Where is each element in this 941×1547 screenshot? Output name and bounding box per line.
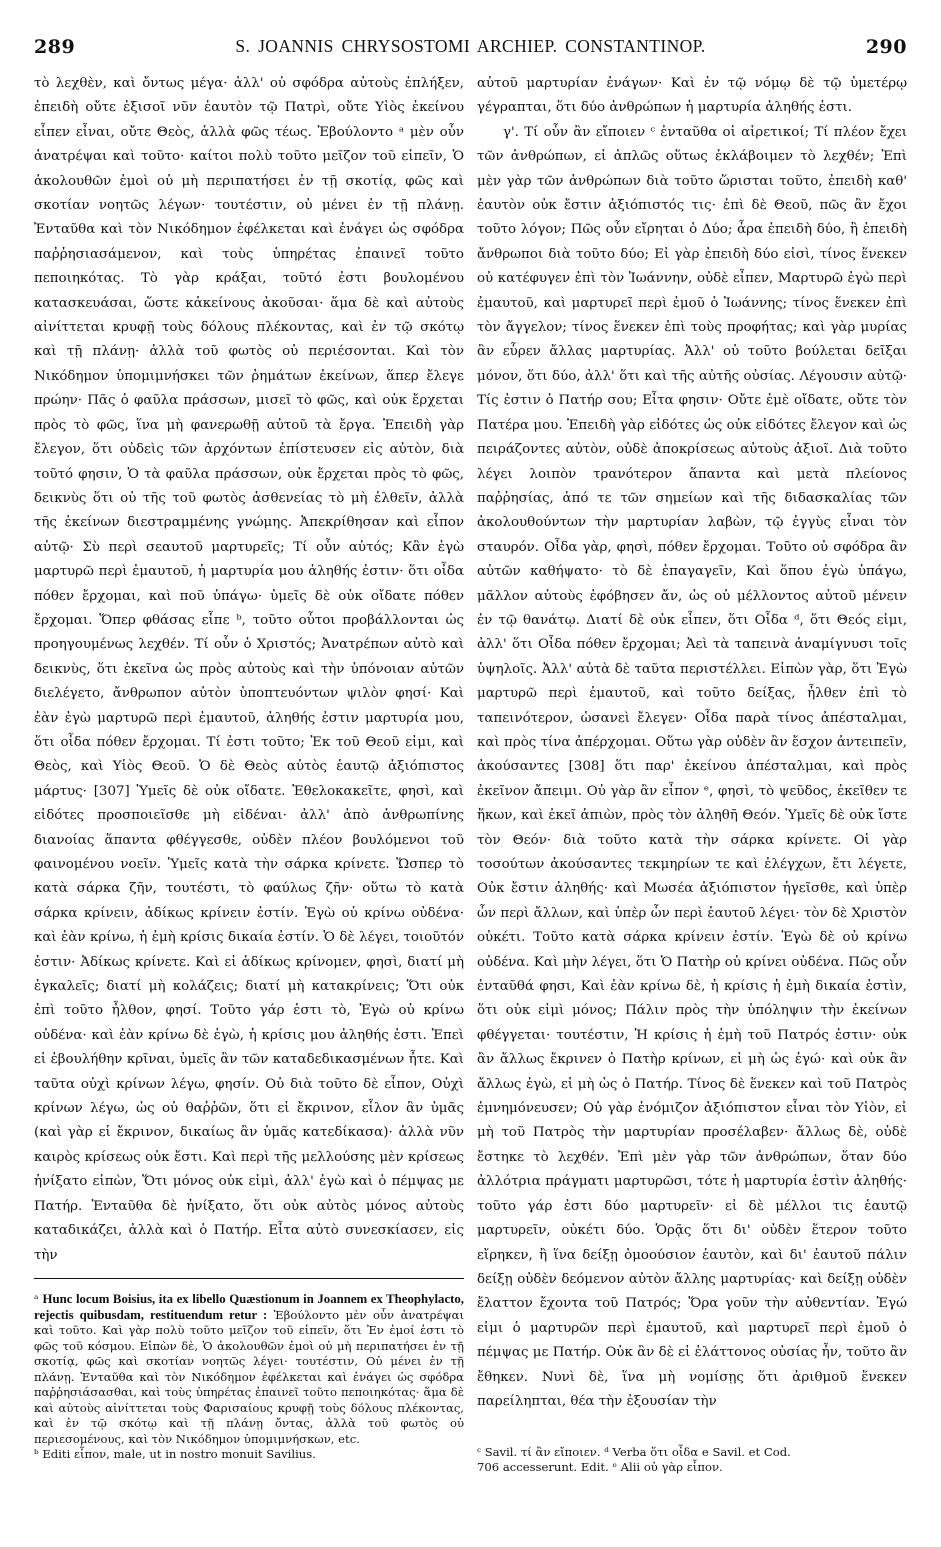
footnote-a	[34, 1292, 464, 1447]
two-column-body	[34, 72, 907, 1476]
right-column-paragraph-2: γ'. Τί οὖν ἂν εἴποιεν ᶜ ἐνταῦθα οἱ αἱρετικοί; Τί πλέον ἔχει τῶν ἀνθρώπων, εἰ ἁπλῶς οὕτως ἐκλάβοιμεν τὸ λεχθέν; Ἐπὶ μὲν γὰρ τῶν ἀνθρώπων διὰ τοῦτο ὥρισται τοῦτο, ἐπειδὴ καθ' ἑαυτὸν οὐκ ἔστιν ἀξιόπιστός τις· ἐπὶ δὲ Θεοῦ, πῶς ἂν ἔχοι τοῦτο λόγον; Πῶς οὖν εἴρηται ὁ Δύο; ἆρα ἐπειδὴ δύο, ἢ ἐπειδὴ ἄνθρωποι διὰ τοῦτο δύο; Εἰ γὰρ ἐπειδὴ δύο εἰσὶ, τίνος ἕνεκεν οὐ κατέφυγεν ἐπὶ τὸν Ἰωάννην, οὐδὲ εἶπεν, Μαρτυρῶ ἐγὼ περὶ ἐμαυτοῦ, καὶ μαρτυρεῖ περὶ ἐμοῦ ὁ Ἰωάννης; τίνος ἕνεκεν ἐπὶ τὸν ἄγγελον; τίνος ἕνεκεν ἐπὶ τοὺς προφήτας; καὶ γὰρ μυρίας ἂν εὗρεν ἄλλας μαρτυρίας. Ἀλλ' οὐ τοῦτο βούλεται δεῖξαι μόνον, ὅτι δύο, ἀλλ' ὅτι καὶ τῆς αὐτῆς οὐσίας. Λέγουσιν αὐτῷ· Τίς ἐστιν ὁ Πατήρ σου; Εἶτα φησιν· Οὔτε ἐμὲ οἴδατε, οὔτε τὸν Πατέρα μου. Ἐπειδὴ γὰρ εἰδότες ὡς οὐκ εἰδότες ἔλεγον καὶ ὡς πειράζοντες αὐτὸν, οὐδὲ ἀποκρίσεως αὐτοὺς ἀξιοῖ. Διὰ τοῦτο λέγει λοιπὸν τρανότερον ἅπαντα καὶ μετὰ πλείονος παῤῥησίας, ἀπό τε τῶν σημείων καὶ τῆς διδασκαλίας τῶν ἀκολουθούντων τὴν μαρτυρίαν λαβὼν, τῷ ἐγγὺς εἶναι τὸν σταυρόν. Οἶδα γὰρ, φησὶ, πόθεν ἔρχομαι. Τοῦτο οὐ σφόδρα ἂν αὐτῶν καθήψατο· τὸ δὲ ἐπαγαγεῖν, Καὶ ὅπου ἐγὼ ὑπάγω, μᾶλλον αὐτοὺς ἐφόβησεν ἄν, ὡς οὐ μέλλοντος αὐτοῦ μένειν ἐν τῷ θανάτῳ. Διατί δὲ οὐκ εἶπεν, ὅτι Οἶδα ᵈ, ὅτι Θεός εἰμι, ἀλλ' ὅτι Οἶδα πόθεν ἔρχομαι; Ἀεὶ τὰ ταπεινὰ ἀναμίγνυσι τοῖς ὑψηλοῖς. Ἀλλ' αὐτὰ δὲ ταῦτα περιστέλλει. Εἰπὼν γὰρ, ὅτι Ἐγὼ μαρτυρῶ περὶ ἐμαυτοῦ, καὶ τοῦτο δείξας, ἦλθεν ἐπὶ τὸ ταπεινότερον, ὡσανεὶ ἔλεγεν· Οἶδα παρὰ τίνος ἀπέσταλμαι, καὶ πρὸς τίνα ἀπέρχομαι. Οὕτω γὰρ οὐδὲν ἂν ἔσχον ἀντειπεῖν, ἀκούσαντες [308] ὅτι παρ' ἐκείνου ἀπέσταλμαι, καὶ πρὸς ἐκεῖνον ἄπειμι. Οὐ γὰρ ἂν εἶπον ᵉ, φησὶ, τὸ ψεῦδος, ἐκεῖθεν τε ἥκων, καὶ ἐκεῖ ἀπιὼν, πρὸς τὸν ἀληθῆ Θεόν. Ὑμεῖς δὲ οὐκ ἴστε τὸν Θεόν· διὰ τοῦτο κατὰ τὴν σάρκα κρίνετε. Οἱ γὰρ τοσούτων ἀκούσαντες τεκμηρίων τε καὶ ἐλέγχων, ἔτι λέγετε, Οὐκ ἔστιν ἀληθής· καὶ Μωσέα ἀξιόπιστον ἡγεῖσθε, καὶ ὑπὲρ ὧν περὶ ἄλλων, καὶ ὑπὲρ ὧν περὶ ἑαυτοῦ λέγει· τὸν δὲ Χριστὸν οὐκέτι. Τοῦτο κατὰ σάρκα κρίνειν ἐστίν. Ἐγὼ δὲ οὐ κρίνω οὐδένα. Καὶ μὴν λέγει, ὅτι Ὁ Πατὴρ οὐ κρίνει οὐδένα. Πῶς οὖν ἐνταῦθά φησι, Καὶ ἐὰν κρίνω δὲ, ἡ κρίσις ἡ ἐμὴ δικαία ἐστὶν, ὅτι οὐκ εἰμὶ μόνος; Πάλιν πρὸς τὴν ὑπόληψιν τὴν ἐκείνων φθέγγεται· τουτέστιν, Ἡ κρίσις ἡ ἐμὴ τοῦ Πατρός ἐστιν· οὐκ ἂν ἄλλως ἔκρινεν ὁ Πατὴρ κρίνων, εἰ μὴ ὡς ἐγώ· καὶ οὐκ ἂν ἄλλως ἐγὼ, εἰ μὴ ὡς ὁ Πατήρ. Τίνος δὲ ἕνεκεν καὶ τοῦ Πατρὸς ἐμνημόνευσεν; Οὐ γὰρ ἐνόμιζον ἀξιόπιστον εἶναι τὸν Υἱὸν, εἰ μὴ τοῦ Πατρὸς τὴν μαρτυρίαν προσέλαβεν· ἄλλως δὲ, οὐδὲ ἔστηκε τὸ λεχθέν. Ἐπὶ μὲν γὰρ τῶν ἀνθρώπων, ὅταν δύο ἀλλότρια πράγματι μαρτυρῶσι, τότε ἡ μαρτυρία ἐστὶν ἀληθής· τοῦτο γάρ ἐστι δύο μαρτυρεῖν· εἰ δὲ μέλλοι τις ἑαυτῷ μαρτυρεῖν, οὐκέτι δύο. Ὁρᾷς ὅτι δι' οὐδὲν ἕτερον τοῦτο εἴρηκεν, ἢ ἵνα δείξῃ ὁμοούσιον ἑαυτὸν, καὶ δι' ἑαυτοῦ πάλιν δείξῃ οὐδὲν δεόμενον αὐτὸν ἄλλης μαρτυρίας· καὶ δείξῃ οὐδὲν ἔλαττον ἔχοντα τοῦ Πατρός; Ὅρα γοῦν τὴν αὐθεντίαν. Ἐγώ εἰμι ὁ μαρτυρῶν περὶ ἐμαυτοῦ, καὶ μαρτυρεῖ περὶ ἐμοῦ ὁ πέμψας με Πατήρ. Οὐκ ἂν δὲ εἰ ἐλάττονος οὐσίας ἦν, τοῦτο ἂν ἔθηκεν. Νυνὶ δὲ, ἵνα μὴ νομίσῃς ὅτι ἀριθμοῦ ἕνεκεν παρείληπται, θέα τὴν ἐξουσίαν τὴν	[477, 124, 907, 1409]
footnote-b: ᵇ Editi εἶπον, male, ut in nostro monuit Savilius.	[34, 1447, 316, 1462]
footnote-a-mark: ᵃ	[34, 1292, 39, 1307]
running-title: S. JOANNIS CHRYSOSTOMI ARCHIEP. CONSTANTINOP.	[235, 36, 706, 56]
footnotes-c-d-e	[477, 1445, 907, 1476]
footnote-separator-right	[477, 1424, 907, 1425]
right-column	[477, 72, 907, 1476]
left-column	[34, 72, 464, 1476]
footnote-line-2: 706 accesserunt. Edit. ᵉ Alii οὐ γὰρ εἶπον.	[477, 1460, 723, 1475]
right-column-paragraph-1: αὐτοῦ μαρτυρίαν ἐνάγων· Καὶ ἐν τῷ νόμῳ δὲ τῷ ὑμετέρῳ γέγραπται, ὅτι δύο ἀνθρώπων ἡ μαρτυρία ἀληθής ἐστι.	[477, 76, 907, 116]
page-number-left: 289	[34, 36, 76, 58]
footnote-separator	[34, 1278, 464, 1279]
footnote-line-1: ᶜ Savil. τί ἂν εἴποιεν. ᵈ Verba ὅτι οἶδα e Savil. et Cod.	[477, 1444, 791, 1459]
footnote-a-greek: Ἐβούλοντο μὲν οὖν ἀνατρέψαι καὶ τοῦτο. Καὶ γὰρ πολὺ τοῦτο μεῖζον τοῦ εἰπεῖν, ὅτι Ἐν ἐμοί ἐστι τὸ φῶς τοῦ κόσμου. Εἰπὼν δὲ, Ὁ ἀκολουθῶν ἐμοὶ οὐ μὴ περιπατήσει ἐν τῇ σκοτίᾳ, φῶς καὶ σκοτίαν νοητῶς λέγει· τουτέστιν, Οὐ μένει ἐν τῇ πλάνῃ. Ἐνταῦθα καὶ τὸν Νικόδημον ἐφέλκεται καὶ ἐνάγει ὡς σφόδρα παῤῥησιάσασθαι, καὶ τοὺς ὑπηρέτας ἐπαινεῖ τοῦτο πεποιηκότας· ἅμα δὲ καὶ αὐτοὺς αἰνίττεται τοὺς Φαρισαίους κρυφῇ τοὺς δόλους πλέκοντας, καὶ ἐν τῷ σκότῳ καὶ τῇ πλάνῃ ὄντας, ἀλλὰ τοῦ φωτὸς οὐ περιεσομένους, καὶ τὸν Νικόδημον ὑπομιμνήσκων, etc.	[34, 1307, 464, 1446]
footnote-a-latin: Hunc locum Boisius, ita ex libello Quæstionum in Joannem ex Theophylacto, rejectis quibusdam, restituendum retur :	[34, 1292, 464, 1322]
left-column-text: τὸ λεχθὲν, καὶ ὄντως μέγα· ἀλλ' οὐ σφόδρα αὐτοὺς ἐπλήξεν, ἐπειδὴ οὔτε ἐξισοῖ νῦν ἑαυτὸν τῷ Πατρὶ, οὔτε Υἱὸς ἐκείνου εἶπεν εἶναι, οὔτε Θεὸς, ἀλλὰ φῶς τέως. Ἐβούλοντο ᵃ μὲν οὖν ἀνατρέψαι καὶ τοῦτο· καίτοι πολὺ τοῦτο μεῖζον τοῦ εἰπεῖν, Ὁ ἀκολουθῶν ἐμοὶ οὐ μὴ περιπατήσει ἐν τῇ σκοτίᾳ, φῶς καὶ σκοτίαν νοητῶς λέγων· τουτέστιν, οὐ μένει ἐν τῇ πλάνῃ. Ἐνταῦθα καὶ τὸν Νικόδημον ἐφέλκεται καὶ ἐνάγει ὡς σφόδρα παῤῥησιασάμενον, καὶ τοὺς ὑπηρέτας ἐπαινεῖ τοῦτο πεποιηκότας. Τὸ γὰρ κράξαι, τοῦτό ἐστι βουλομένου κατασκευάσαι, ὥστε κἀκείνους ἀκοῦσαι· ἅμα δὲ καὶ αὐτοὺς αἰνίττεται κρυφῇ τοὺς δόλους πλέκοντας, καὶ ἐν τῷ σκότῳ καὶ τῇ πλάνῃ· ἀλλὰ τοῦ φωτὸς οὐ περιέσονται. Καὶ τὸν Νικόδημον ὑπομιμνήσκει τῶν ῥημάτων ἐκείνων, ἅπερ ἔλεγε πρώην· Πᾶς ὁ φαῦλα πράσσων, μισεῖ τὸ φῶς, καὶ οὐκ ἔρχεται πρὸς τὸ φῶς, ἵνα μὴ φανερωθῇ αὐτοῦ τὰ ἔργα. Ἐπειδὴ γὰρ ἔλεγον, ὅτι οὐδεὶς τῶν ἀρχόντων ἐπίστευσεν εἰς αὐτὸν, διὰ τοῦτό φησιν, Ὁ τὰ φαῦλα πράσσων, οὐκ ἔρχεται πρὸς τὸ φῶς, δεικνὺς ὅτι οὐ τῆς τοῦ φωτὸς ἀσθενείας τὸ μὴ ἐλθεῖν, ἀλλὰ τῆς ἐκείνων διεστραμμένης γνώμης. Ἀπεκρίθησαν καὶ εἶπον αὐτῷ· Σὺ περὶ σεαυτοῦ μαρτυρεῖς; Τί οὖν αὐτός; Κἂν ἐγὼ μαρτυρῶ περὶ ἐμαυτοῦ, ἡ μαρτυρία μου ἀληθής ἐστιν· ὅτι οἶδα πόθεν ἔρχομαι, καὶ ποῦ ὑπάγω· ὑμεῖς δὲ οὐκ οἴδατε πόθεν ἔρχομαι. Ὅπερ φθάσας εἶπε ᵇ, τοῦτο οὗτοι προβάλλονται ὡς προηγουμένως λεχθέν. Τί οὖν ὁ Χριστός; Ἀνατρέπων αὐτὸ καὶ δεικνὺς, ὅτι ἐκεῖνα ὡς πρὸς αὐτοὺς καὶ τὴν ὑπόνοιαν αὐτῶν διελέγετο, ἄνθρωπον αὐτὸν ὑποπτευόντων ψιλὸν φησί· Καὶ ἐὰν ἐγὼ μαρτυρῶ περὶ ἐμαυτοῦ, ἀληθής ἐστιν μαρτυρία μου, ὅτι οἶδα πόθεν ἔρχομαι. Τί ἐστι τοῦτο; Ἐκ τοῦ Θεοῦ εἰμι, καὶ Θεὸς, καὶ Υἱὸς Θεοῦ. Ὁ δὲ Θεὸς αὐτὸς ἑαυτῷ ἀξιόπιστος μάρτυς· [307] Ὑμεῖς δὲ οὐκ οἴδατε. Ἐθελοκακεῖτε, φησὶ, καὶ εἰδότες προσποιεῖσθε μὴ εἰδέναι· ἀλλ' ἀπὸ ἀνθρωπίνης διανοίας ἅπαντα φθέγγεσθε, οὐδὲν πλέον βουλόμενοι τοῦ φαινομένου νοεῖν. Ὑμεῖς κατὰ τὴν σάρκα κρίνετε. Ὥσπερ τὸ κατὰ σάρκα ζῆν, τουτέστι, τὸ φαύλως ζῆν· οὕτω τὸ κατὰ σάρκα κρίνειν, ἀδίκως κρίνειν ἐστίν. Ἐγὼ οὐ κρίνω οὐδένα· καὶ ἐὰν κρίνω, ἡ ἐμὴ κρίσις δικαία ἐστίν. Ὁ δὲ λέγει, τοιοῦτόν ἐστιν· Ἀδίκως κρίνετε. Καὶ εἰ ἀδίκως κρίνομεν, φησὶ, διατί μὴ ἐγκαλεῖς; διατί μὴ κολάζεις; διατί μὴ κατακρίνεις; Ὅτι οὐκ ἐπὶ τοῦτο ἦλθον, φησί. Τοῦτο γάρ ἐστι τὸ, Ἐγὼ οὐ κρίνω οὐδένα· καὶ ἐὰν κρίνω δὲ ἐγὼ, ἡ κρίσις μου ἀληθής ἐστι. Ἐπεὶ εἰ ἐβουλήθην κρῖναι, ὑμεῖς ἂν τῶν καταδεδικασμένων ἦτε. Καὶ ταῦτα οὐχὶ κρίνων λέγω, φησίν. Οὐ διὰ τοῦτο δὲ εἶπον, Οὐχὶ κρίνων λέγω, ὡς οὐ θαῤῥῶν, ὅτι εἰ ἔκρινον, εἷλον ἂν ὑμᾶς (καὶ γὰρ εἰ ἔκρινον, δικαίως ἂν ὑμᾶς κατεδίκασα)· ἀλλὰ νῦν καιρὸς κρίσεως οὐκ ἔστι. Καὶ περὶ τῆς μελλούσης μὲν κρίσεως ἠνίξατο εἰπὼν, Ὅτι μόνος οὐκ εἰμὶ, ἀλλ' ἐγὼ καὶ ὁ πέμψας με Πατήρ. Ἐνταῦθα δὲ ἠνίξατο, ὅτι οὐκ αὐτὸς μόνος αὐτοὺς καταδικάζει, ἀλλὰ καὶ ὁ Πατήρ. Εἶτα αὐτὸ συνεσκίασεν, εἰς τὴν	[34, 76, 464, 1263]
page-number-right: 290	[865, 36, 907, 58]
running-header	[34, 36, 907, 62]
